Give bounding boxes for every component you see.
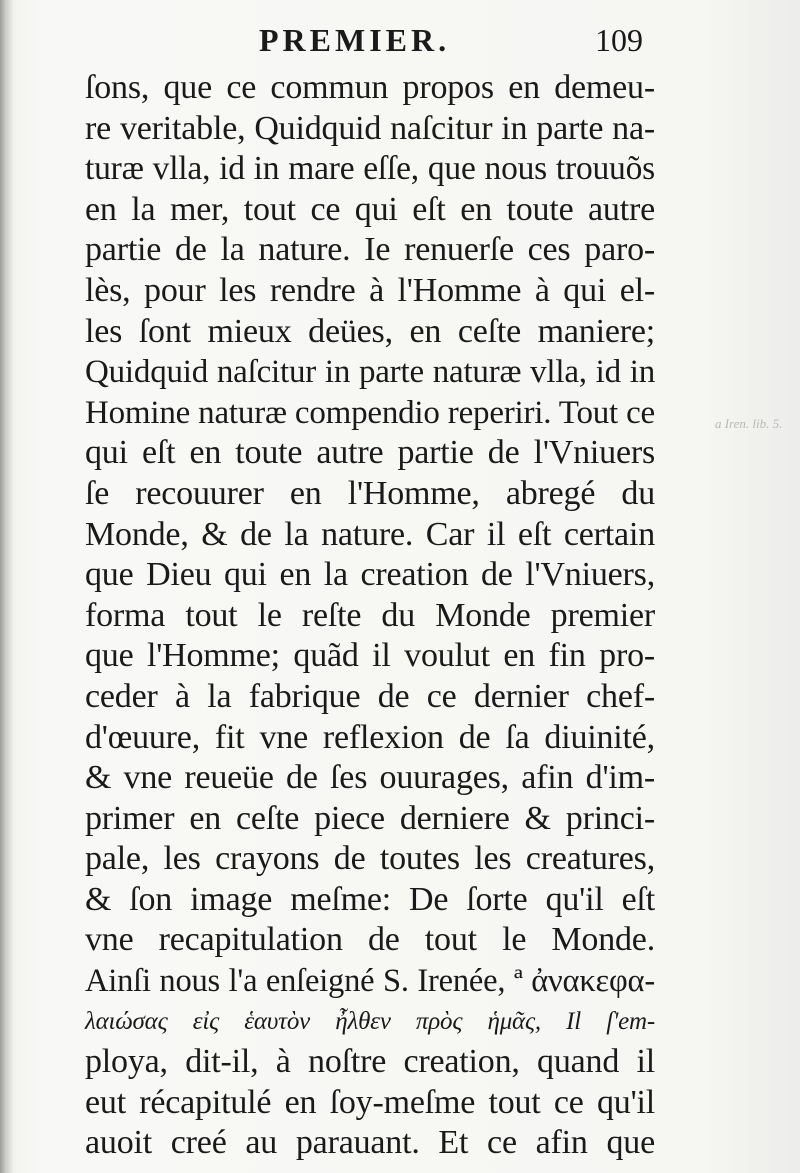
text-line: partie de la nature. Ie renuerſe ces paro- bbox=[85, 231, 655, 269]
text-line: ſe recouurer en l'Homme, abregé du bbox=[85, 474, 655, 512]
text-line: auoit creé au parauant. Et ce afin que bbox=[85, 1124, 655, 1162]
running-title: PREMIER. bbox=[259, 22, 451, 58]
text-line: en la mer, tout ce qui eſt en toute autre bbox=[85, 190, 655, 228]
text-line: Quidquid naſcitur in parte naturæ vlla, id in bbox=[85, 354, 655, 391]
text-line: que Dieu qui en la creation de l'Vniuers, bbox=[85, 556, 655, 594]
text-line: primer en ceſte piece derniere & princi- bbox=[85, 799, 655, 837]
text-line: & vne reueüe de ſes ouurages, afin d'im- bbox=[85, 759, 655, 797]
binding-shadow bbox=[0, 0, 14, 1173]
text-line: lès, pour les rendre à l'Homme à qui el- bbox=[85, 271, 655, 309]
text-line: turæ vlla, id in mare eſſe, que nous trouuõs bbox=[85, 150, 655, 188]
text-line: vne recapitulation de tout le Monde. bbox=[85, 921, 655, 959]
text-line: les ſont mieux deües, en ceſte maniere; bbox=[85, 312, 655, 350]
text-line: Homine naturæ compendio reperiri. Tout ce bbox=[85, 394, 655, 431]
greek-quote-line: λαιώσας εἰς ἑαυτὸν ἦλθεν πρὸς ἡμᾶς, Il ſ'em- bbox=[85, 1007, 655, 1035]
text-line: Monde, & de la nature. Car il eſt certain bbox=[85, 515, 655, 553]
text-line: pale, les crayons de toutes les creatures, bbox=[85, 840, 655, 878]
text-line: re veritable, Quidquid naſcitur in parte na- bbox=[85, 109, 655, 147]
page-header bbox=[255, 22, 655, 62]
body-text bbox=[85, 68, 655, 1164]
text-line: eut récapitulé en ſoy-meſme tout ce qu'il bbox=[85, 1083, 655, 1121]
text-line: d'œuure, fit vne reflexion de ſa diuinité, bbox=[85, 718, 655, 756]
page-number: 109 bbox=[595, 22, 643, 58]
text-line: ploya, dit-il, à noſtre creation, quand il bbox=[85, 1043, 655, 1081]
text-line: Ainſi nous l'a enſeigné S. Irenée, ª ἀνακεφα- bbox=[85, 963, 655, 1000]
text-line: & ſon image meſme: De ſorte qu'il eſt bbox=[85, 880, 655, 918]
text-line: ceder à la fabrique de ce dernier chef- bbox=[85, 677, 655, 715]
text-line: que l'Homme; quãd il voulut en fin pro- bbox=[85, 637, 655, 675]
text-line: ſons, que ce commun propos en demeu- bbox=[85, 69, 655, 106]
text-line: forma tout le reſte du Monde premier bbox=[85, 596, 655, 634]
text-line: qui eſt en toute autre partie de l'Vniuers bbox=[85, 434, 655, 472]
margin-note: a Iren. lib. 5. bbox=[715, 416, 783, 431]
